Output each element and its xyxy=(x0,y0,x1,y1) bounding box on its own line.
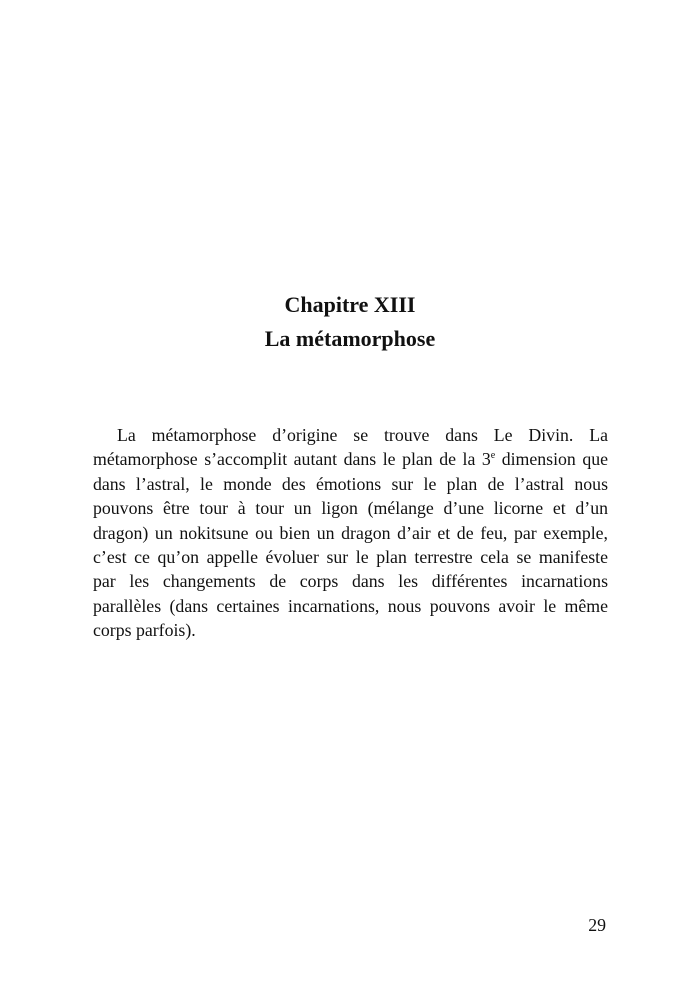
paragraph-line-5: dragon) un nokitsune ou bien un dragon d’air et de feu, par exemple, xyxy=(93,522,608,543)
paragraph-line-7: par les changements de corps dans les différentes incarnations xyxy=(93,571,608,592)
paragraph-line-4: pouvons être tour à tour un ligon (mélange d’une licorne et d’un xyxy=(93,498,608,519)
paragraph-line-3: dans l’astral, le monde des émotions sur le plan de l’astral nous xyxy=(93,473,608,494)
paragraph-line-2-end: dimension que xyxy=(495,449,608,470)
paragraph-line-8: parallèles (dans certaines incarnations, nous pouvons avoir le même xyxy=(93,595,608,616)
paragraph-line-1: La métamorphose d’origine se trouve dans Le Divin. La xyxy=(117,425,608,445)
ordinal-superscript: e xyxy=(490,450,496,462)
chapter-number-heading: Chapitre XIII xyxy=(284,292,416,317)
paragraph-line-9: corps parfois). xyxy=(93,620,196,641)
paragraph-line-2-start: métamorphose s’accomplit autant dans le plan de la 3 xyxy=(93,449,491,470)
paragraph-line-2 xyxy=(93,447,608,471)
paragraph-line-6: c’est ce qu’on appelle évoluer sur le plan terrestre cela se manifeste xyxy=(93,546,608,567)
chapter-title-heading: La métamorphose xyxy=(264,326,436,351)
page-number: 29 xyxy=(588,915,606,935)
chapter-paragraph xyxy=(93,423,608,643)
